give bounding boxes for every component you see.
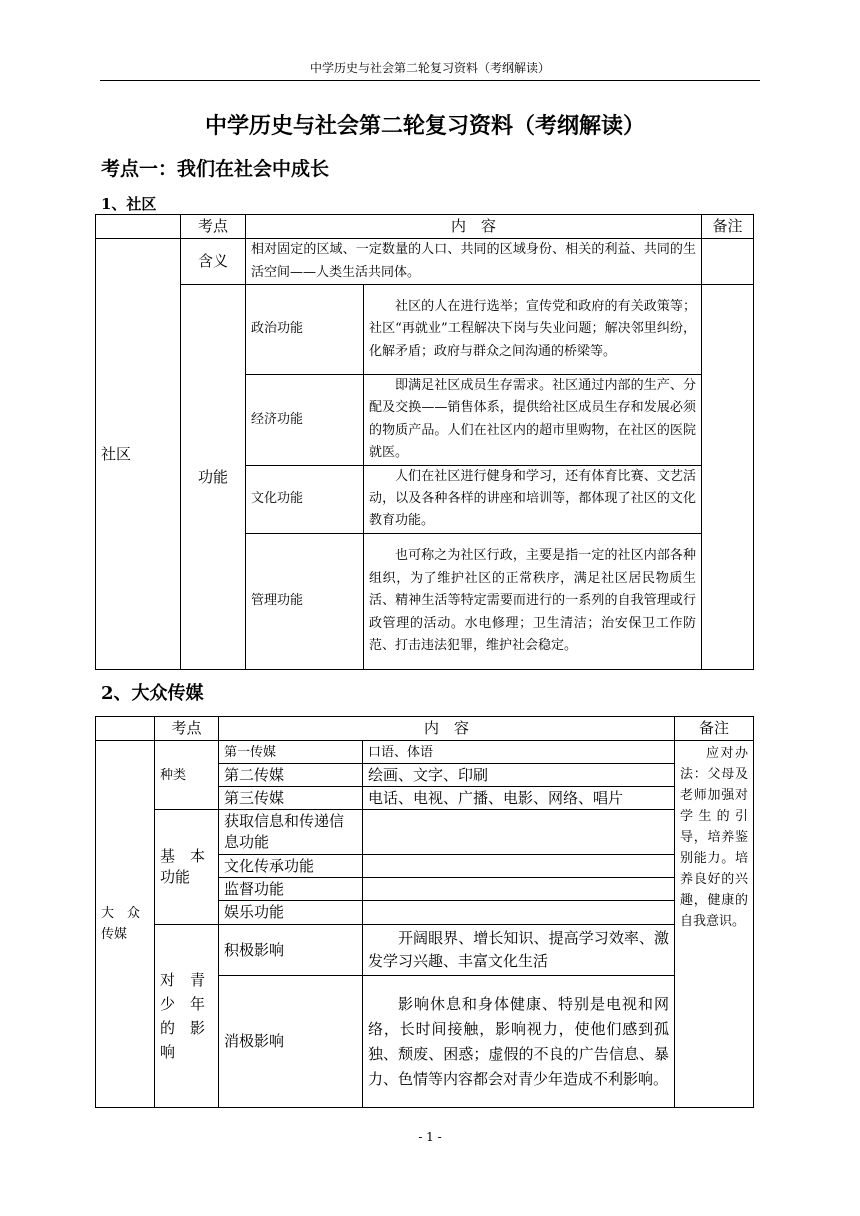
row-label-mass-media: 大 众传媒 — [96, 741, 155, 1108]
basic-function-item: 监督功能 — [219, 878, 363, 901]
media-type-text: 绘画、文字、印刷 — [363, 764, 675, 787]
row-label-community: 社区 — [96, 239, 181, 670]
note-text: 应对办法：父母及老师加强对学生的引导，培养鉴别能力。培养良好的兴趣，健康的自我意识。 — [675, 741, 754, 1108]
function-label: 功能 — [181, 285, 246, 670]
running-header: 中学历史与社会第二轮复习资料（考纲解读） — [309, 61, 550, 75]
mass-media-table — [95, 716, 754, 1108]
basic-function-empty — [363, 878, 675, 901]
col-header-kaodian: 考点 — [155, 717, 219, 741]
influence-name: 积极影响 — [219, 925, 363, 976]
subsection-heading-community: 1、社区 — [101, 195, 157, 213]
function-text: 也可称之为社区行政，主要是指一定的社区内部各种组织，为了维护社区的正常秩序，满足社区居民物质生活、精神生活等特定需要而进行的一系列的自我管理或行政管理的活动。水电修理；卫生清洁；治安保卫工作防范、打击违法犯罪，维护社会稳定。 — [364, 533, 702, 669]
influence-name: 消极影响 — [219, 976, 363, 1108]
col-header-neirong: 内 容 — [219, 717, 675, 741]
category-label: 种类 — [155, 741, 219, 810]
basic-function-item: 获取信息和传递信息功能 — [219, 810, 363, 855]
media-type-text: 电话、电视、广播、电影、网络、唱片 — [363, 787, 675, 810]
influence-text: 影响休息和身体健康、特别是电视和网络，长时间接触，影响视力，使他们感到孤独、颓废、困惑；虚假的不良的广告信息、暴力、色情等内容都会对青少年造成不利影响。 — [363, 976, 675, 1108]
meaning-note — [702, 239, 754, 285]
document-title: 中学历史与社会第二轮复习资料（考纲解读） — [204, 113, 645, 139]
basic-function-empty — [363, 810, 675, 855]
function-text: 社区的人在进行选举；宣传党和政府的有关政策等；社区“再就业”工程解决下岗与失业问题；解决邻里纠纷，化解矛盾；政府与群众之间沟通的桥梁等。 — [364, 285, 702, 375]
table-corner — [96, 215, 181, 239]
page-number: - 1 - — [418, 1130, 442, 1144]
basic-function-label: 基 本功能 — [155, 810, 219, 925]
media-type-name: 第二传媒 — [219, 764, 363, 787]
basic-function-item: 娱乐功能 — [219, 901, 363, 925]
meaning-text: 相对固定的区域、一定数量的人口、共同的区域身份、相关的利益、共同的生活空间——人类生活共同体。 — [246, 239, 702, 285]
basic-function-item: 文化传承功能 — [219, 855, 363, 878]
influence-label: 对 青少 年的 影响 — [155, 925, 219, 1108]
influence-text: 开阔眼界、增长知识、提高学习效率、激发学习兴趣、丰富文化生活 — [363, 925, 675, 976]
table-corner — [96, 717, 155, 741]
col-header-beizhu: 备注 — [675, 717, 754, 741]
function-text: 人们在社区进行健身和学习，还有体育比赛、文艺活动，以及各种各样的讲座和培训等，都体现了社区的文化教育功能。 — [364, 465, 702, 533]
section-heading: 考点一：我们在社会中成长 — [101, 158, 330, 180]
header-rule — [100, 80, 760, 81]
basic-function-empty — [363, 855, 675, 878]
function-name: 经济功能 — [246, 375, 364, 466]
function-note — [702, 285, 754, 670]
function-name: 管理功能 — [246, 533, 364, 669]
subsection-heading-media: 2、大众传媒 — [101, 683, 204, 704]
col-header-neirong: 内 容 — [246, 215, 702, 239]
media-type-text: 口语、体语 — [363, 741, 675, 764]
meaning-label: 含义 — [181, 239, 246, 285]
community-table — [95, 214, 754, 670]
basic-function-empty — [363, 901, 675, 925]
function-name: 文化功能 — [246, 465, 364, 533]
media-type-name: 第一传媒 — [219, 741, 363, 764]
function-name: 政治功能 — [246, 285, 364, 375]
col-header-kaodian: 考点 — [181, 215, 246, 239]
col-header-beizhu: 备注 — [702, 215, 754, 239]
media-type-name: 第三传媒 — [219, 787, 363, 810]
function-text: 即满足社区成员生存需求。社区通过内部的生产、分配及交换——销售体系，提供给社区成员生存和发展必须的物质产品。人们在社区内的超市里购物，在社区的医院就医。 — [364, 375, 702, 466]
